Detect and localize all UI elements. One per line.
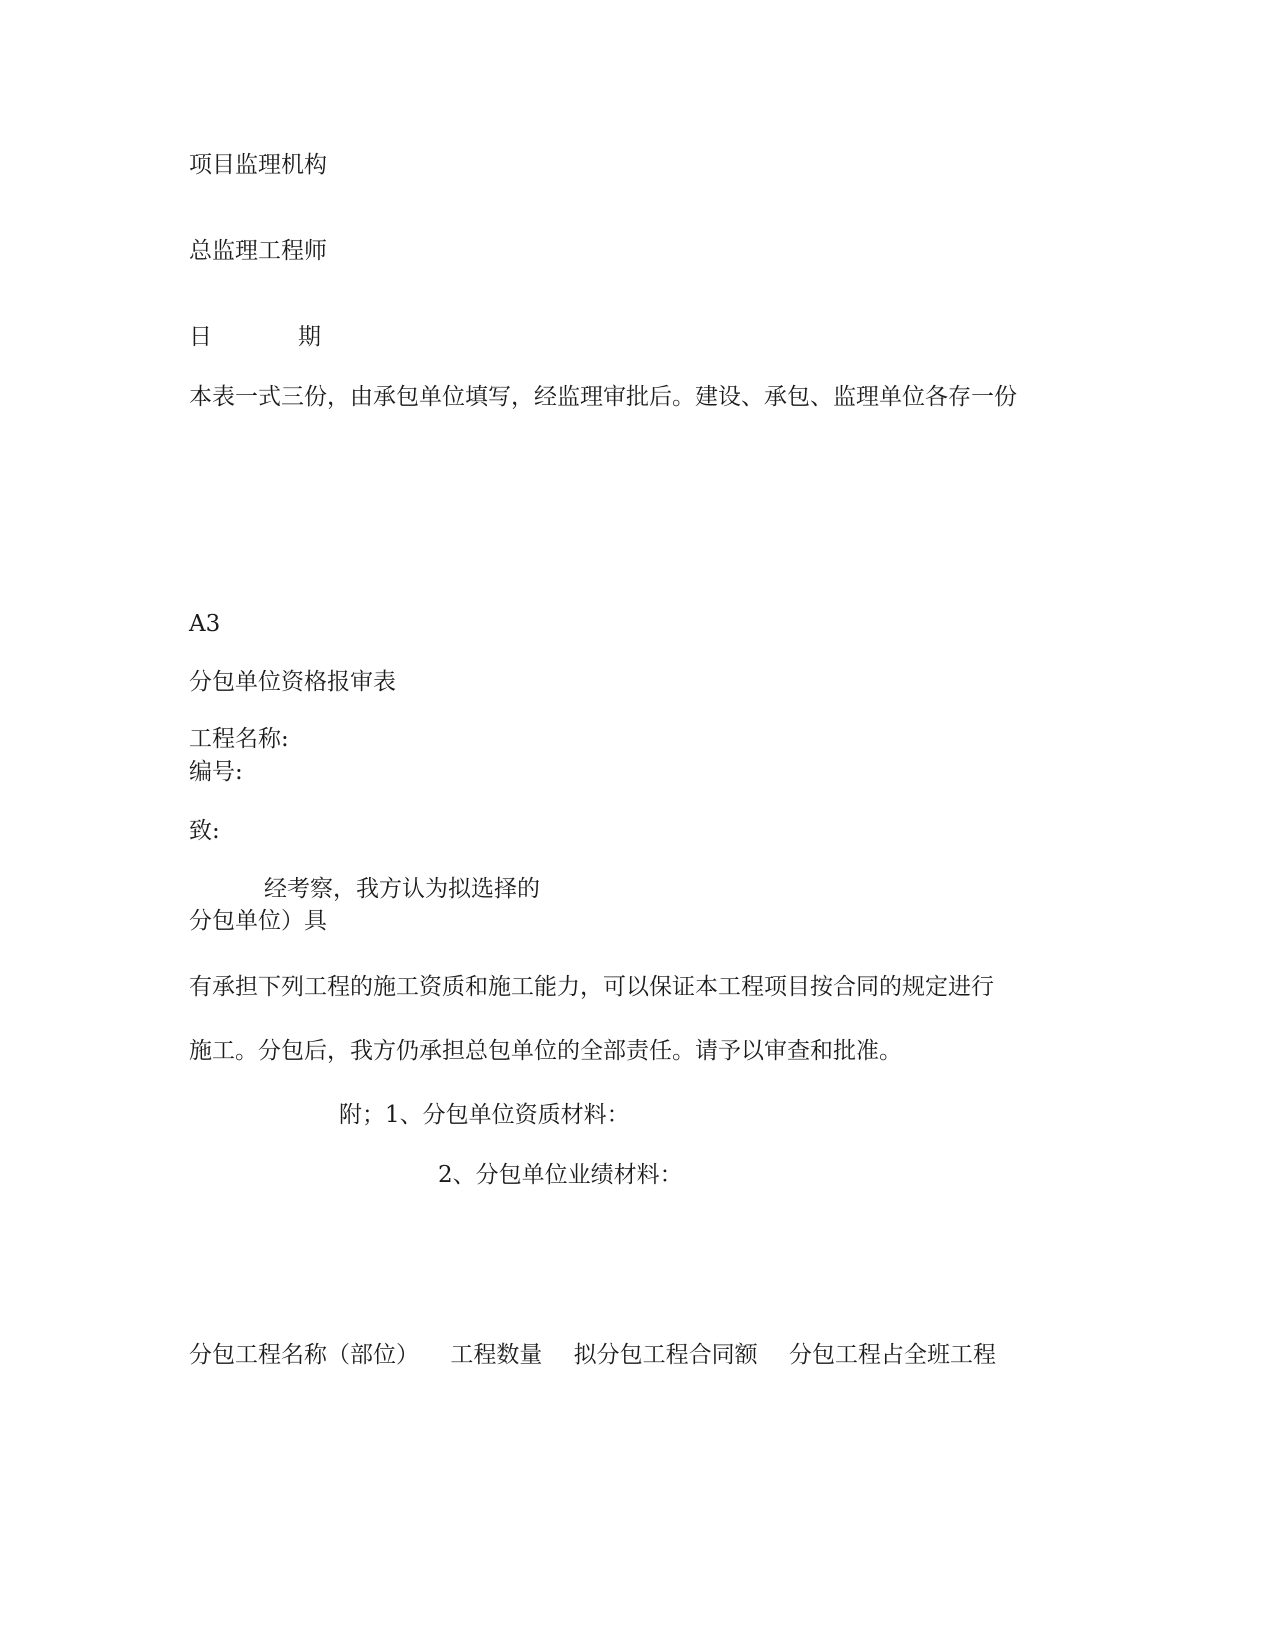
table-header-row [189, 1344, 1020, 1367]
body-line-3: 有承担下列工程的施工资质和施工能力，可以保证本工程项目按合同的规定进行 [189, 974, 994, 1000]
attachment-1: 附；1、分包单位资质材料： [339, 1102, 630, 1128]
table-header-contract-amount: 拟分包工程合同额 [573, 1342, 758, 1368]
copies-note: 本表一式三份，由承包单位填写，经监理审批后。建设、承包、监理单位各存一份 [189, 384, 1017, 410]
number-label: 编号: [189, 759, 243, 785]
attachment-2: 2、分包单位业绩材料： [438, 1162, 683, 1188]
body-line-4: 施工。分包后，我方仍承担总包单位的全部责任。请予以审查和批准。 [189, 1038, 902, 1064]
to-label: 致: [189, 818, 220, 844]
date-label-right: 期 [298, 324, 321, 350]
body-line-2: 分包单位）具 [189, 908, 327, 934]
supervision-org-label: 项目监理机构 [189, 152, 327, 178]
chief-engineer-label: 总监理工程师 [189, 238, 327, 264]
form-title: 分包单位资格报审表 [189, 669, 396, 695]
table-header-proportion: 分包工程占全班工程 [788, 1342, 996, 1368]
form-code: A3 [189, 611, 221, 637]
date-label [189, 326, 321, 349]
body-line-1: 经考察，我方认为拟选择的 [264, 876, 540, 902]
table-header-quantity: 工程数量 [450, 1342, 543, 1368]
table-header-subcontract-name: 分包工程名称（部位） [189, 1342, 419, 1368]
date-label-left: 日 [189, 324, 212, 350]
project-name-label: 工程名称: [189, 726, 289, 752]
